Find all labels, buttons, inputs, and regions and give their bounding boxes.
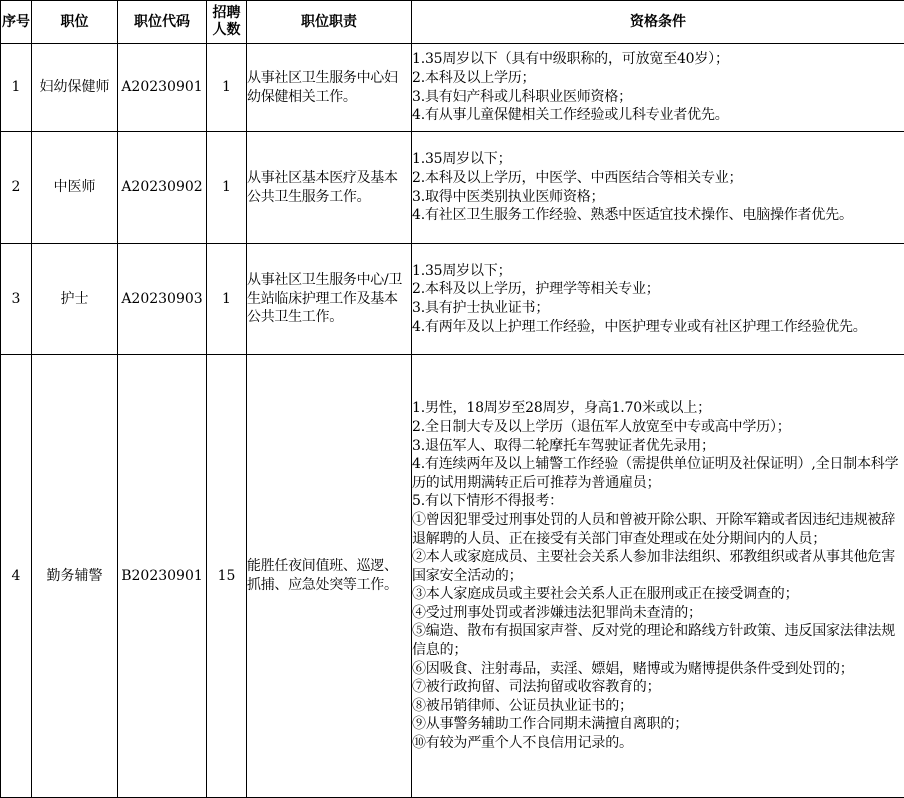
cell-seq: 1: [1, 44, 32, 132]
requirement-item: 3.具有妇产科或儿科职业医师资格；: [412, 88, 904, 107]
header-qualification: 资格条件: [412, 1, 904, 44]
cell-seq: 2: [1, 132, 32, 244]
cell-count: 1: [207, 244, 247, 355]
table-header-row: [1, 1, 904, 44]
table-row: [1, 355, 904, 798]
requirement-item: 2.本科及以上学历，中医学、中西医结合等相关专业；: [412, 169, 904, 188]
cell-code: A20230903: [118, 244, 207, 355]
cell-duty: 从事社区卫生服务中心妇幼保健相关工作。: [247, 44, 412, 132]
requirement-item: ⑧被吊销律师、公证员执业证书的；: [412, 697, 904, 716]
header-duty: 职位职责: [247, 1, 412, 44]
cell-requirements: [412, 132, 904, 244]
requirement-item: ③本人家庭成员或主要社会关系人正在服刑或正在接受调查的；: [412, 585, 904, 604]
requirement-item: 3.具有护士执业证书；: [412, 299, 904, 318]
requirement-item: 1.35周岁以下（具有中级职称的，可放宽至40岁）；: [412, 50, 904, 69]
requirement-item: ⑤编造、散布有损国家声誉、反对党的理论和路线方针政策、违反国家法律法规信息的；: [412, 622, 904, 659]
header-count: 招聘人数: [207, 1, 247, 44]
requirement-item: ②本人或家庭成员、主要社会关系人参加非法组织、邪教组织或者从事其他危害国家安全活动的；: [412, 548, 904, 585]
requirement-item: 1.35周岁以下；: [412, 150, 904, 169]
header-seq: 序号: [1, 1, 32, 44]
requirement-item: 4.有两年及以上护理工作经验，中医护理专业或有社区护理工作经验优先。: [412, 318, 904, 337]
requirement-item: 1.男性，18周岁至28周岁，身高1.70米或以上；: [412, 399, 904, 418]
requirement-item: ⑦被行政拘留、司法拘留或收容教育的；: [412, 678, 904, 697]
header-code: 职位代码: [118, 1, 207, 44]
cell-code: A20230902: [118, 132, 207, 244]
cell-position: 护士: [32, 244, 118, 355]
requirement-item: 2.本科及以上学历，护理学等相关专业；: [412, 280, 904, 299]
cell-code: A20230901: [118, 44, 207, 132]
cell-position: 妇幼保健师: [32, 44, 118, 132]
cell-count: 15: [207, 355, 247, 798]
cell-duty: 从事社区卫生服务中心/卫生站临床护理工作及基本公共卫生工作。: [247, 244, 412, 355]
header-position: 职位: [32, 1, 118, 44]
requirement-item: 2.本科及以上学历；: [412, 69, 904, 88]
requirement-item: 4.有社区卫生服务工作经验、熟悉中医适宜技术操作、电脑操作者优先。: [412, 206, 904, 225]
requirement-item: 4.有连续两年及以上辅警工作经验（需提供单位证明及社保证明）,全日制本科学历的试用期满转正后可推荐为普通雇员；: [412, 455, 904, 492]
cell-code: B20230901: [118, 355, 207, 798]
requirement-item: 5.有以下情形不得报考：: [412, 492, 904, 511]
requirement-item: ⑥因吸食、注射毒品，卖淫、嫖娼，赌博或为赌博提供条件受到处罚的；: [412, 660, 904, 679]
requirement-item: 3.取得中医类别执业医师资格；: [412, 188, 904, 207]
cell-position: 勤务辅警: [32, 355, 118, 798]
cell-duty: 从事社区基本医疗及基本公共卫生服务工作。: [247, 132, 412, 244]
requirement-item: ①曾因犯罪受过刑事处罚的人员和曾被开除公职、开除军籍或者因违纪违规被辞退解聘的人员、正在接受有关部门审查处理或在处分期间内的人员；: [412, 511, 904, 548]
cell-position: 中医师: [32, 132, 118, 244]
cell-count: 1: [207, 44, 247, 132]
table-row: [1, 132, 904, 244]
requirement-item: 2.全日制大专及以上学历（退伍军人放宽至中专或高中学历）；: [412, 418, 904, 437]
requirement-item: 1.35周岁以下；: [412, 262, 904, 281]
requirement-item: ⑩有较为严重个人不良信用记录的。: [412, 734, 904, 753]
cell-count: 1: [207, 132, 247, 244]
cell-requirements: [412, 355, 904, 798]
table-row: [1, 244, 904, 355]
table-row: [1, 44, 904, 132]
cell-duty: 能胜任夜间值班、巡逻、抓捕、应急处突等工作。: [247, 355, 412, 798]
requirement-item: ④受过刑事处罚或者涉嫌违法犯罪尚未查清的；: [412, 604, 904, 623]
cell-requirements: [412, 244, 904, 355]
requirement-item: 4.有从事儿童保健相关工作经验或儿科专业者优先。: [412, 106, 904, 125]
cell-seq: 4: [1, 355, 32, 798]
requirement-item: ⑨从事警务辅助工作合同期未满擅自离职的；: [412, 715, 904, 734]
cell-requirements: [412, 44, 904, 132]
cell-seq: 3: [1, 244, 32, 355]
requirement-item: 3.退伍军人、取得二轮摩托车驾驶证者优先录用；: [412, 437, 904, 456]
